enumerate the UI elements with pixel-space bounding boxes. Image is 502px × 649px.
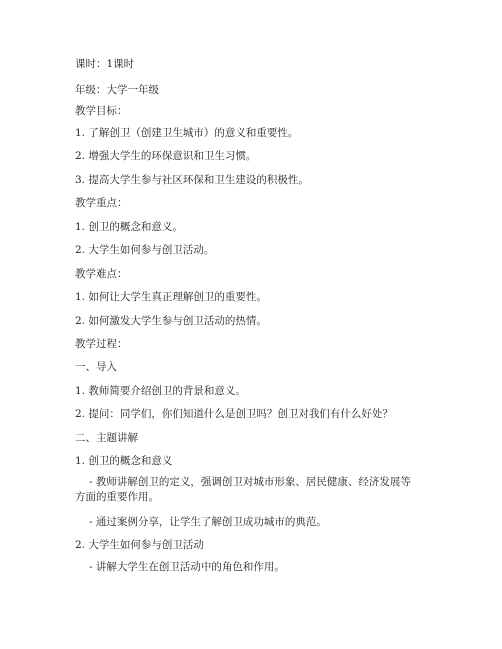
intro-step-2: 2. 提问：同学们，你们知道什么是创卫吗？创卫对我们有什么好处？	[75, 408, 393, 420]
topic-2-title: 2. 大学生如何参与创卫活动	[75, 539, 204, 551]
heading-key-points: 教学重点：	[75, 197, 128, 209]
section-intro: 一、导入	[75, 361, 117, 373]
topic-2-point-1: - 讲解大学生在创卫活动中的角色和作用。	[89, 561, 285, 573]
difficulty-2: 2. 如何激发大学生参与创卫活动的热情。	[75, 315, 267, 327]
objective-2: 2. 增强大学生的环保意识和卫生习惯。	[75, 150, 257, 162]
key-point-1: 1. 创卫的概念和意义。	[75, 221, 183, 233]
heading-difficulties: 教学难点：	[75, 268, 128, 280]
objective-3: 3. 提高大学生参与社区环保和卫生建设的积极性。	[75, 174, 309, 186]
key-point-2: 2. 大学生如何参与创卫活动。	[75, 244, 215, 256]
section-main-topic: 二、主题讲解	[75, 432, 138, 444]
difficulty-1: 1. 如何让大学生真正理解创卫的重要性。	[75, 291, 267, 303]
intro-step-1: 1. 教师简要介绍创卫的背景和意义。	[75, 385, 246, 397]
grade: 年级：大学一年级	[75, 84, 159, 96]
heading-objectives: 教学目标：	[75, 105, 128, 117]
objective-1: 1. 了解创卫（创建卫生城市）的意义和重要性。	[75, 127, 299, 139]
topic-1-title: 1. 创卫的概念和意义	[75, 455, 173, 467]
topic-1-point-1: - 教师讲解创卫的定义，强调创卫对城市形象、居民健康、经济发展等方面的重要作用。	[75, 476, 411, 503]
topic-1-point-2: - 通过案例分享，让学生了解创卫成功城市的典范。	[89, 516, 327, 528]
class-hours: 课时：1课时	[75, 58, 135, 70]
heading-process: 教学过程：	[75, 338, 128, 350]
